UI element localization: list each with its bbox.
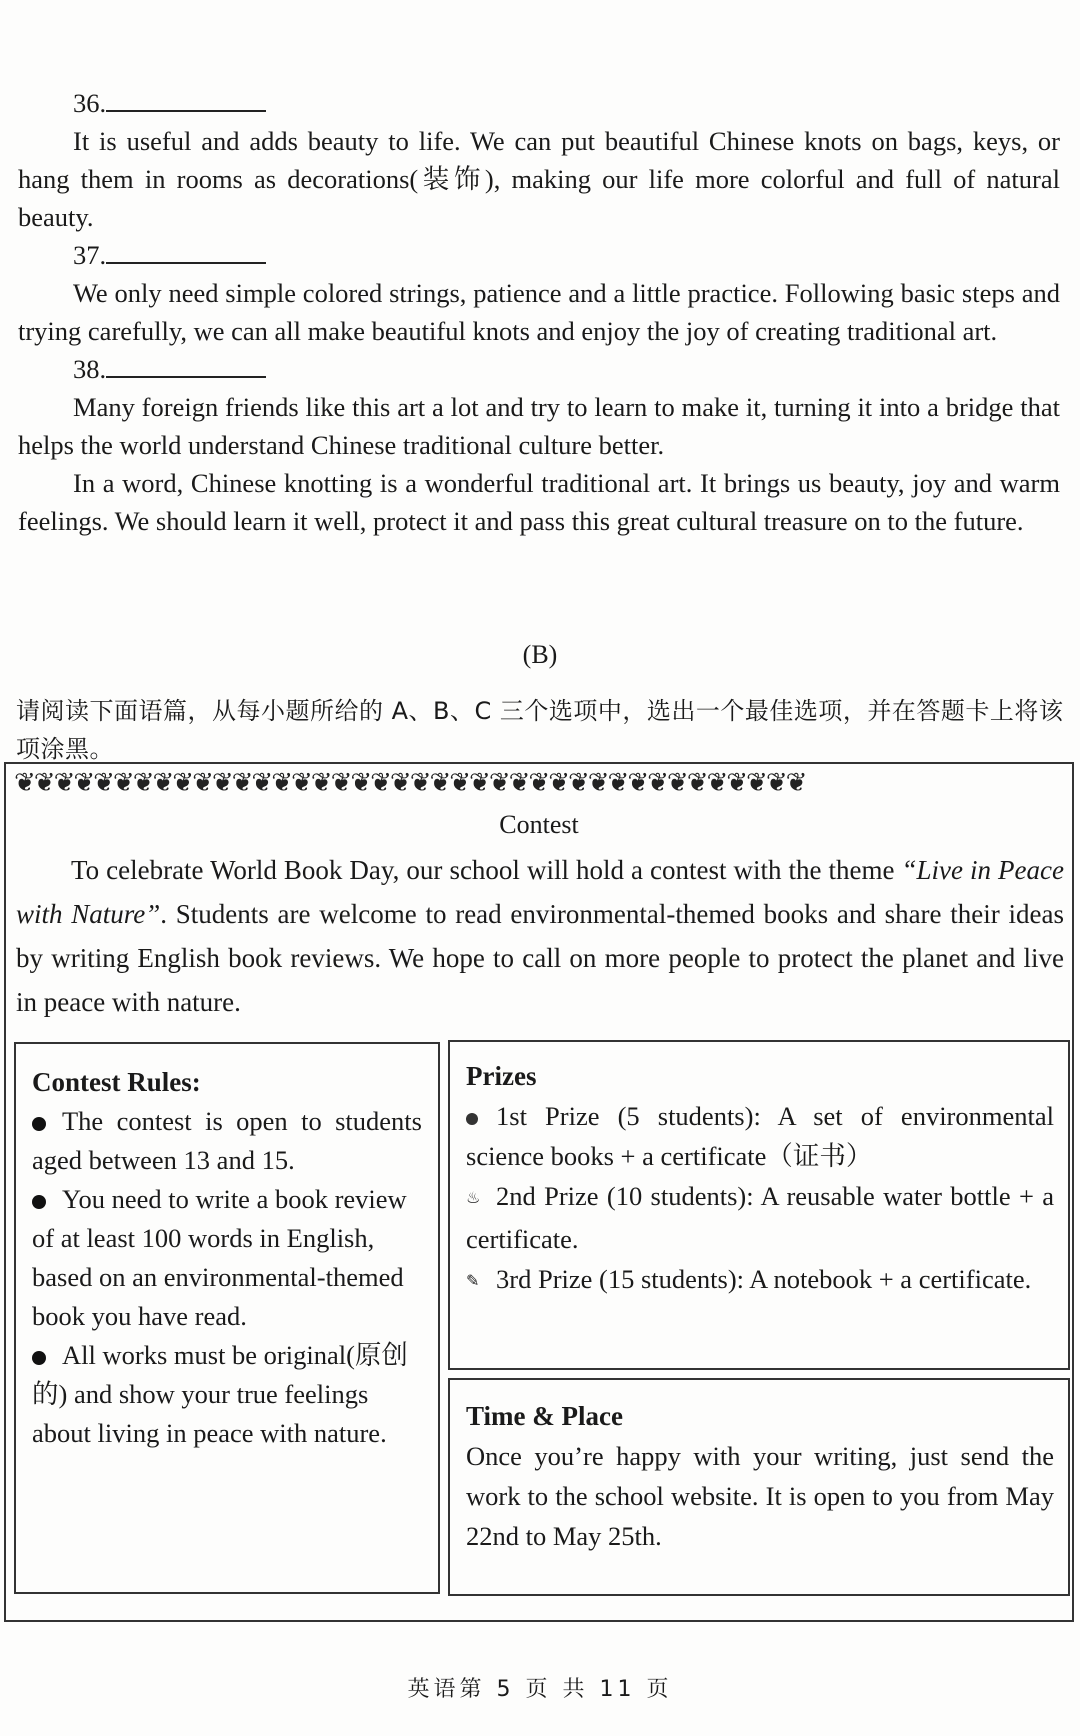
question-37 [18,236,1060,274]
medal-icon [466,1113,478,1125]
rules-heading: Contest Rules: [32,1067,201,1097]
time-place-heading: Time & Place [466,1401,623,1431]
answer-blank-36 [106,88,266,112]
prize-item-1: 1st Prize (5 students): A set of environmental science books + a certificate（证书） [466,1101,1054,1171]
passage-a [18,84,1060,540]
prizes-heading: Prizes [466,1061,537,1091]
question-38 [18,350,1060,388]
intro-part-2: . Students are welcome to read environmental-themed books and share their ideas by writing English book reviews. We hope to call on more people to protect the planet and live in peace with nature. [16,899,1064,1017]
bottle-icon: ♨ [466,1189,481,1207]
conclusion-paragraph: In a word, Chinese knotting is a wonderful traditional art. It brings us beauty, joy and warm feelings. We should learn it well, protect it and pass this great cultural treasure on to the future. [18,468,1060,536]
rule-item: The contest is open to students aged between 13 and 15. [32,1106,422,1175]
contest-rules-box [14,1042,440,1594]
answer-blank-37 [106,240,266,264]
page-footer: 英语第 5 页 共 11 页 [407,1677,673,1702]
question-36-number: 36. [73,88,107,118]
paragraph-36: It is useful and adds beauty to life. We can put beautiful Chinese knots on bags, keys, or hang them in rooms as decorations(装饰), making our life more colorful and full of natural beauty. [18,126,1060,232]
time-place-text: Once you’re happy with your writing, just send the work to the school website. It is open to you from May 22nd to May 25th. [466,1441,1054,1551]
prize-item-2: ♨ 2nd Prize (10 students): A reusable water bottle + a certificate. [466,1176,1054,1259]
rule-item: You need to write a book review of at least 100 words in English, based on an environmental-themed book you have read. [32,1184,407,1331]
prizes-box [448,1040,1070,1370]
question-36 [18,84,1060,122]
bullet-icon [32,1117,46,1131]
section-b-label: (B) [522,640,558,669]
prize-item-3: ✎ 3rd Prize (15 students): A notebook + a certificate. [466,1259,1054,1302]
paragraph-38: Many foreign friends like this art a lot and try to learn to make it, turning it into a bridge that helps the world understand Chinese traditional culture better. [18,392,1060,460]
contest-theme: “Live in Peace with Nature” [16,855,1064,929]
notebook-icon: ✎ [466,1272,480,1290]
answer-blank-38 [106,354,266,378]
contest-title: Contest [499,810,579,839]
contest-notice [4,762,1074,1622]
bullet-icon [32,1195,46,1209]
question-37-number: 37. [73,240,107,270]
question-38-number: 38. [73,354,107,384]
flower-border: ❦❦❦❦❦❦❦❦❦❦❦❦❦❦❦❦❦❦❦❦❦❦❦❦❦❦❦❦❦❦❦❦❦❦❦❦❦❦❦❦ [14,768,806,798]
bullet-icon [32,1351,46,1365]
time-place-box [448,1378,1070,1596]
intro-part-1: To celebrate World Book Day, our school will hold a contest with the theme [71,855,902,885]
rule-item: All works must be original(原创的) and show your true feelings about living in peace with nature. [32,1340,408,1448]
section-b-instruction: 请阅读下面语篇，从每小题所给的 A、B、C 三个选项中，选出一个最佳选项，并在答题卡上将该项涂黑。 [16,697,1064,763]
paragraph-37: We only need simple colored strings, patience and a little practice. Following basic steps and trying carefully, we can all make beautiful knots and enjoy the joy of creating traditional art. [18,278,1060,346]
contest-intro [16,848,1064,1024]
